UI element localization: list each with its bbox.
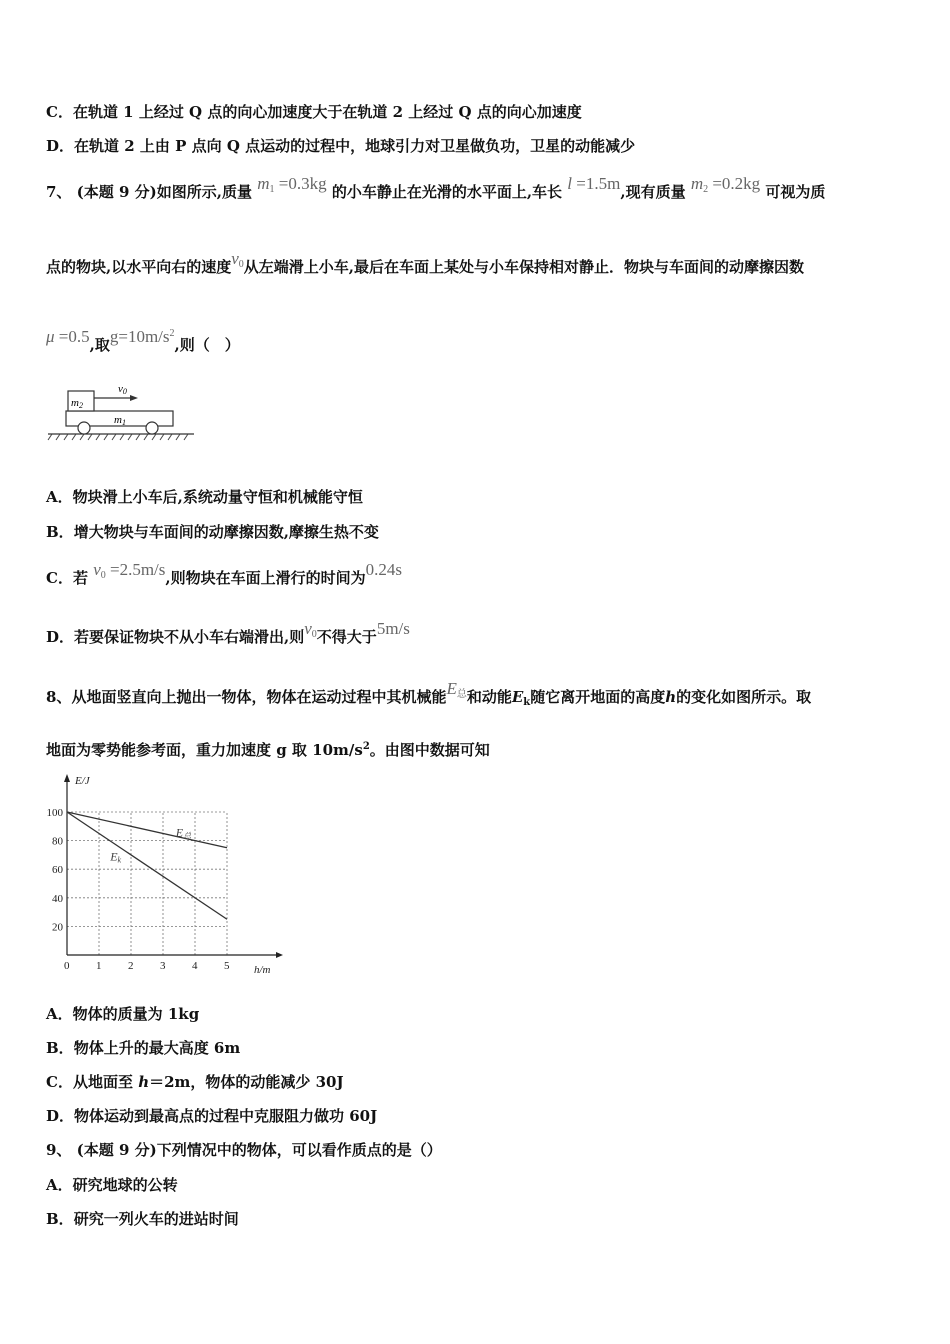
chart-labels [47,775,271,976]
energy-chart [40,770,290,980]
option-c-prev: C．在轨道 1 上经过 Q 点的向心加速度大于在轨道 2 上经过 Q 点的向心加速度 [46,103,582,121]
q8-option-a: A．物体的质量为 1kg [46,1005,200,1023]
x-tick-label: 2 [128,960,134,972]
v0-formula: $v_0$ [231,249,244,270]
wheel-left [78,422,90,434]
wheel-right [146,422,158,434]
velocity-arrow-head [130,395,138,401]
q7-option-b: B．增大物块与车面间的动摩擦因数,摩擦生热不变 [46,523,379,541]
q7-option-c: C．若 $v_0 =2.5m/s$,则物块在车面上滑行的时间为0.24s [46,560,403,587]
v0-formula-c: $v_0 =2.5m/s$ [93,560,166,581]
cart-figure [46,378,196,444]
y-tick-label: 60 [52,864,63,877]
q8-option-d: D．物体运动到最高点的过程中克服阻力做功 60J [46,1107,378,1125]
q8-option-c: C．从地面至 h＝2m，物体的动能减少 30J [46,1073,344,1091]
l-formula: l =1.5m [567,174,621,193]
y-tick-label: 100 [46,807,63,819]
v0-label: v0 [118,383,127,396]
series-label-ek: Ek [110,849,122,865]
m2-formula: $m_2 =0.2kg$ [690,174,761,195]
y-tick-label: 80 [52,835,63,848]
x-axis-arrow [276,952,283,958]
q9-line-1: 9、 (本题 9 分)下列情况中的物体，可以看作质点的是（） [46,1141,442,1159]
q8-option-b: B．物体上升的最大高度 6m [46,1039,241,1057]
m1-formula: $m_1 =0.3kg$ [257,174,327,195]
e-total-symbol: $E_总$ [446,679,467,700]
q9-option-b: B．研究一列火车的进站时间 [46,1210,239,1228]
mu-formula: μ =0.5 [46,327,90,346]
series-line-e-total [67,812,227,848]
g-formula: $g=10m/s^2$ [109,327,175,346]
y-tick-label: 40 [52,892,63,905]
q8-line-2: 地面为零势能参考面，重力加速度 g 取 $10m/s^2$。由图中数据可知 [46,741,490,759]
q8-line-1: 8、从地面竖直向上抛出一物体，物体在运动过程中其机械能$E_总$和动能$E_k$随它离开地面的高度h的变化如图所示。取 [46,679,812,708]
y-axis-arrow [64,774,70,782]
q7-line-3: μ =0.5,取$g=10m/s^2$,则（ ） [46,327,240,354]
y-axis-label: E/J [75,775,90,787]
q7-option-a: A．物块滑上小车后,系统动量守恒和机械能守恒 [46,488,363,506]
m2-label: m2 [71,397,83,410]
time-value: 0.24s [365,560,403,579]
chart-grid [67,812,227,955]
x-tick-label: 5 [224,960,230,972]
ground-hatching [48,434,188,440]
option-d-prev: D．在轨道 2 上由 P 点向 Q 点运动的过程中，地球引力对卫星做负功，卫星的动能减少 [46,137,636,155]
series-label-e-total: E总 [175,825,192,841]
x-tick-label: 0 [64,960,70,972]
x-tick-label: 1 [96,960,102,972]
q7-line-2: 点的物块,以水平向右的速度$v_0$从左端滑上小车,最后在车面上某处与小车保持相对静止．物块与车面间的动摩擦因数 [46,249,805,276]
chart-axes [64,774,283,958]
x-axis-label: h/m [254,964,271,976]
speed-value: 5m/s [376,619,410,638]
m1-label: m1 [114,414,126,427]
chart-series [67,812,227,919]
x-tick-label: 4 [192,960,198,972]
y-tick-label: 20 [52,921,63,934]
q9-option-a: A．研究地球的公转 [46,1176,178,1194]
q7-option-d: D．若要保证物块不从小车右端滑出,则$v_0$不得大于5m/s [46,619,410,646]
v0-formula-d: $v_0$ [304,619,317,640]
x-tick-label: 3 [160,960,166,972]
series-line-ek [67,812,227,919]
q7-line-1: 7、 (本题 9 分)如图所示,质量 $m_1 =0.3kg$ 的小车静止在光滑的水平面上,车长 l =1.5m,现有质量 $m_2 =0.2kg$ 可视为质 [46,174,826,201]
